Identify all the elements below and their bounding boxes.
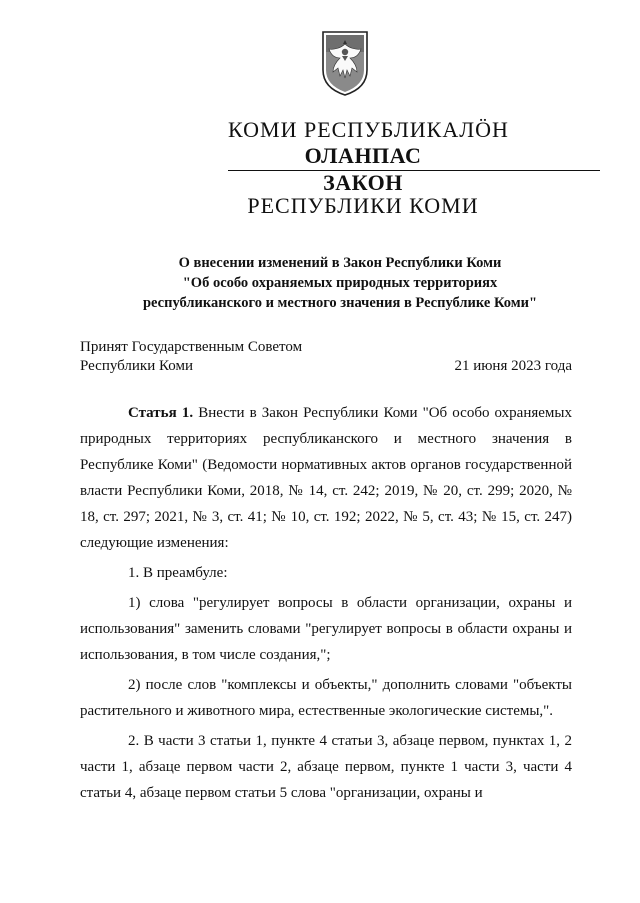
adoption-line-2: Республики Коми bbox=[80, 358, 193, 374]
article-text: Внести в Закон Республики Коми "Об особо охраняемых природных территориях республиканского и местного значения в Республике Коми" (Ведомости нормативных актов органов государственной власти Республики Коми, 2018, № 14, ст. 242; 2019, № 20, ст. 299; 2020, № 18, ст. 297; 2021, № 3, ст. 41; № 10, ст. 192; 2022, № 5, ст. 43; № 15, ст. 247) следующие изменения: bbox=[80, 405, 572, 551]
law-title-line-1: О внесении изменений в Закон Республики Коми bbox=[178, 255, 502, 271]
header-komi-line: КОМИ РЕСПУБЛИКАЛÖН bbox=[228, 117, 509, 142]
item-1-subitem-2: 2) после слов "комплексы и объекты," дополнить словами "объекты растительного и животного мира, естественные экологические системы,". bbox=[80, 677, 572, 719]
law-title-line-3: республиканского и местного значения в Республике Коми" bbox=[142, 295, 538, 311]
item-2: 2. В части 3 статьи 1, пункте 4 статьи 3, абзаце первом, пунктах 1, 2 части 1, абзаце первом части 2, абзаце первом, пункте 1 части 3, части 4 статьи 4, абзаце первом статьи 5 слова "организации, охраны и bbox=[80, 733, 572, 801]
item-1: 1. В преамбуле: bbox=[128, 565, 228, 581]
header-respubliki: РЕСПУБЛИКИ КОМИ bbox=[247, 193, 479, 218]
adoption-date: 21 июня 2023 года bbox=[454, 358, 572, 374]
header-olanpas: ОЛАНПАС bbox=[304, 143, 422, 168]
article-label: Статья 1. bbox=[128, 405, 194, 421]
header-zakon: ЗАКОН bbox=[323, 170, 403, 195]
komi-coat-of-arms-icon bbox=[320, 30, 370, 96]
item-1-subitem-1: 1) слова "регулирует вопросы в области организации, охраны и использования" заменить словами "регулирует вопросы в области охраны и использования, в том числе создания,"; bbox=[80, 595, 572, 663]
adoption-statement bbox=[80, 338, 302, 376]
article-1-paragraph bbox=[80, 400, 572, 556]
law-title bbox=[60, 253, 620, 313]
adoption-line-1: Принят Государственным Советом bbox=[80, 339, 303, 355]
law-body bbox=[80, 400, 572, 806]
law-title-line-2: "Об особо охраняемых природных территориях bbox=[182, 275, 498, 291]
